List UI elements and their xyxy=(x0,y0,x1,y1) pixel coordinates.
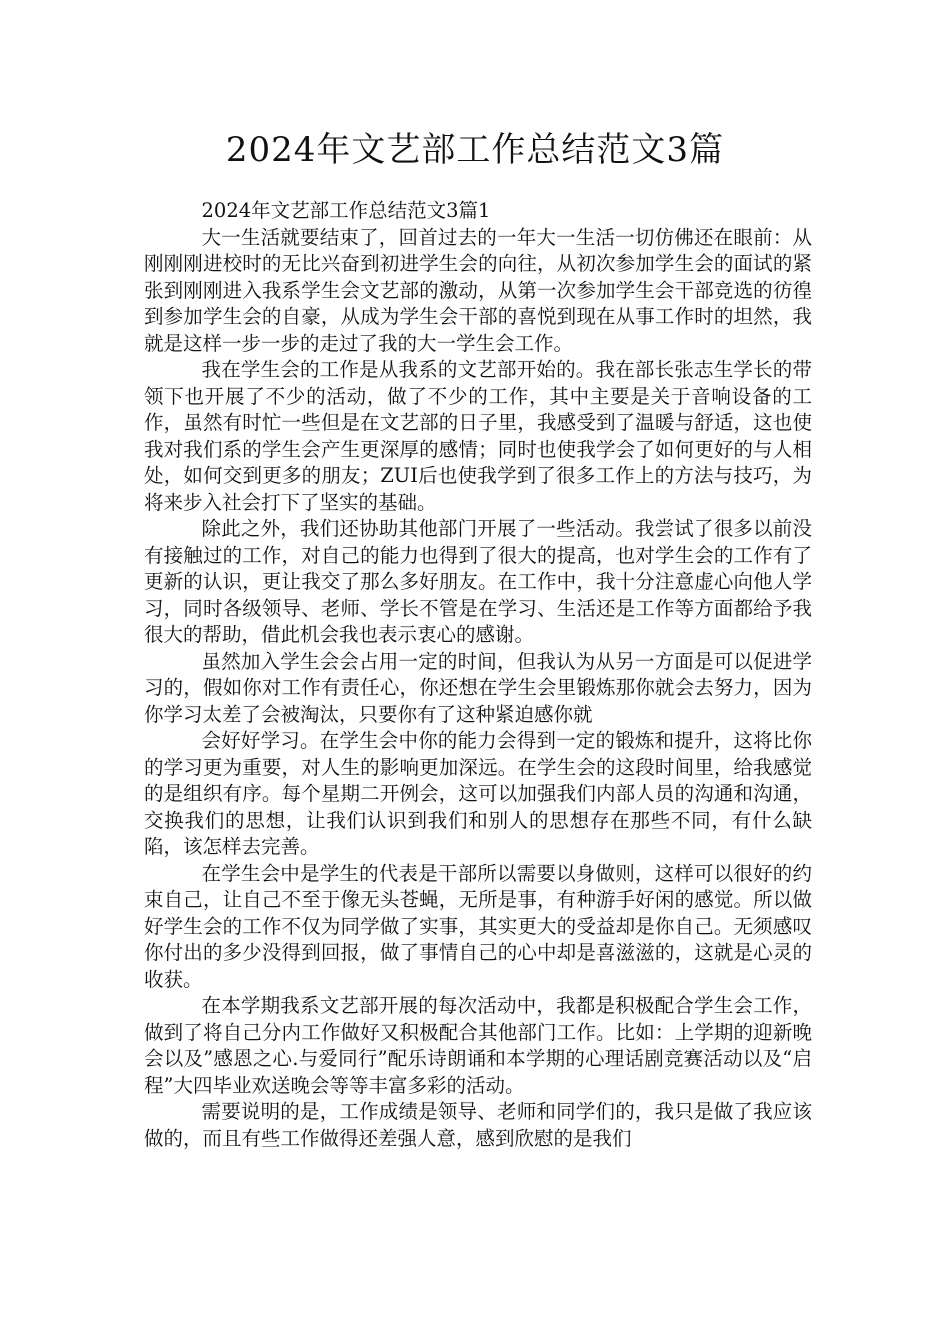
document-title: 2024年文艺部工作总结范文3篇 xyxy=(225,130,725,170)
document-body xyxy=(144,198,812,1152)
paragraph: 虽然加入学生会会占用一定的时间，但我认为从另一方面是可以促进学习的，假如你对工作有责任心，你还想在学生会里锻炼那你就会去努力，因为你学习太差了会被淘汰，只要你有了这种紧迫感你就 xyxy=(144,649,812,726)
paragraph: 在学生会中是学生的代表是干部所以需要以身做则，这样可以很好的约束自己，让自己不至于像无头苍蝇，无所是事，有种游手好闲的感觉。所以做好学生会的工作不仅为同学做了实事，其实更大的受益却是你自己。无须感叹你付出的多少没得到回报，做了事情自己的心中却是喜滋滋的，这就是心灵的收获。 xyxy=(144,861,812,991)
paragraph: 除此之外，我们还协助其他部门开展了一些活动。我尝试了很多以前没有接触过的工作，对自己的能力也得到了很大的提高，也对学生会的工作有了更新的认识，更让我交了那么多好朋友。在工作中，我十分注意虚心向他人学习，同时各级领导、老师、学长不管是在学习、生活还是工作等方面都给予我很大的帮助，借此机会我也表示衷心的感谢。 xyxy=(144,517,812,646)
paragraph: 会好好学习。在学生会中你的能力会得到一定的锻炼和提升，这将比你的学习更为重要，对人生的影响更加深远。在学生会的这段时间里，给我感觉的是组织有序。每个星期二开例会，这可以加强我们内部人员的沟通和沟通，交换我们的思想，让我们认识到我们和别人的思想存在那些不同，有什么缺陷，该怎样去完善。 xyxy=(144,729,812,858)
paragraph: 大一生活就要结束了，回首过去的一年大一生活一切仿佛还在眼前：从刚刚刚进校时的无比兴奋到初进学生会的向往，从初次参加学生会的面试的紧张到刚刚进入我系学生会文艺部的激动，从第一次参加学生会干部竞选的彷徨到参加学生会的自豪，从成为学生会干部的喜悦到现在从事工作时的坦然，我就是这样一步一步的走过了我的大一学生会工作。 xyxy=(144,225,812,355)
section-heading: 2024年文艺部工作总结范文3篇1 xyxy=(201,199,491,222)
paragraph: 在本学期我系文艺部开展的每次活动中，我都是积极配合学生会工作，做到了将自己分内工作做好又积极配合其他部门工作。比如：上学期的迎新晚会以及”感恩之心.与爱同行”配乐诗朗诵和本学期的心理话剧竞赛活动以及“启程”大四毕业欢送晚会等等丰富多彩的活动。 xyxy=(144,994,812,1097)
paragraph: 我在学生会的工作是从我系的文艺部开始的。我在部长张志生学长的带领下也开展了不少的活动，做了不少的工作，其中主要是关于音响设备的工作，虽然有时忙一些但是在文艺部的日子里，我感受到了温暖与舒适，这也使我对我们系的学生会产生更深厚的感情；同时也使我学会了如何更好的与人相处，如何交到更多的朋友；ZUI后也使我学到了很多工作上的方法与技巧，为将来步入社会打下了坚实的基础。 xyxy=(144,358,812,514)
paragraph: 需要说明的是，工作成绩是领导、老师和同学们的，我只是做了我应该做的，而且有些工作做得还差强人意，感到欣慰的是我们 xyxy=(144,1100,812,1150)
